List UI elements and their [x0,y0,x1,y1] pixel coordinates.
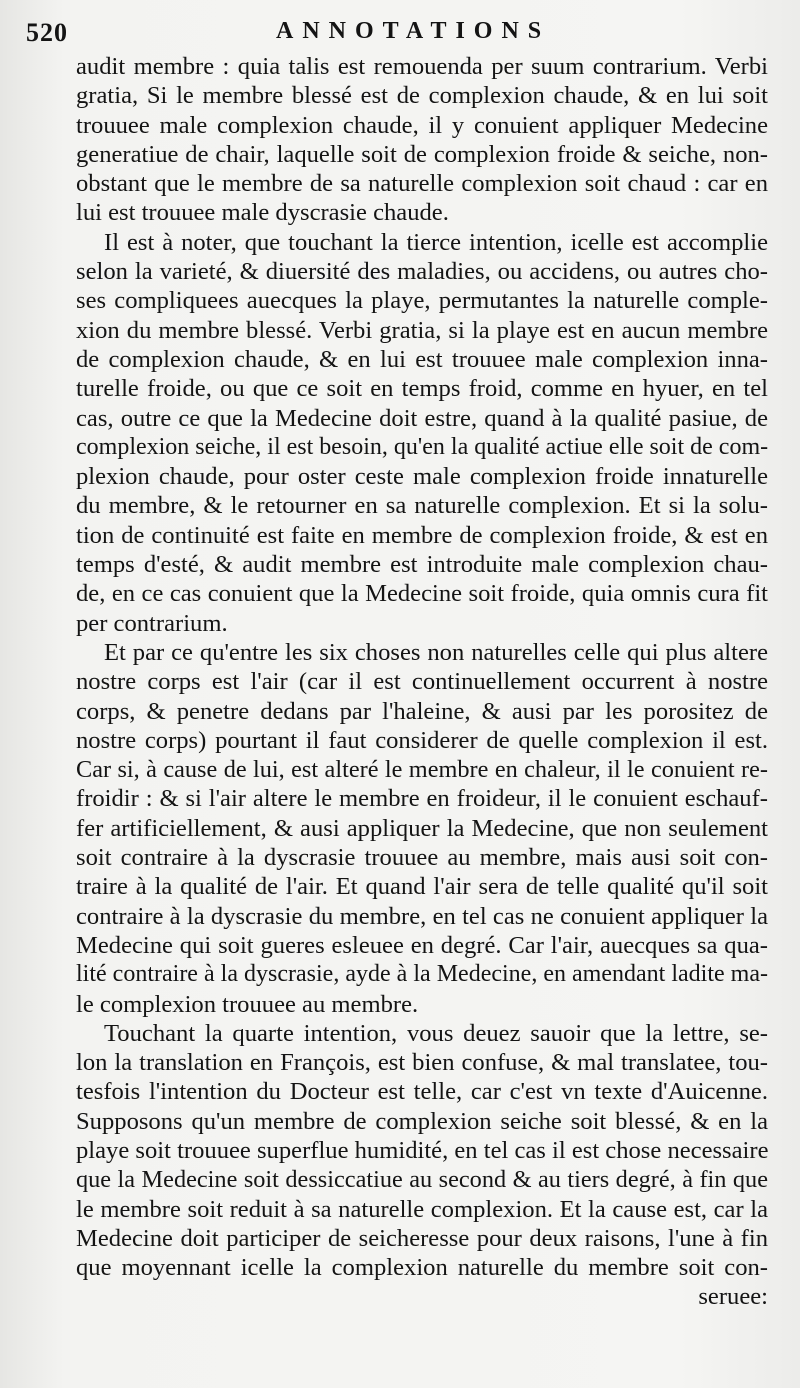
text-line: soit contraire à la dyscrasie trouuee au membre, mais ausi soit con- [76,844,768,872]
paragraph-start-line: Il est à noter, que touchant la tierce intention, icelle est accomplie [104,228,768,256]
text-line: generatiue de chair, laquelle soit de complexion froide & seiche, non- [76,140,768,168]
text-line: le membre soit reduit à sa naturelle complexion. Et la cause est, car la [76,1195,768,1223]
text-line: xion du membre blessé. Verbi gratia, si la playe est en aucun membre [76,316,768,344]
running-head [26,16,770,50]
text-line: ses compliquees auecques la playe, permutantes la naturelle comple- [76,287,768,315]
text-line: plexion chaude, pour oster ceste male complexion froide innaturelle [76,463,768,491]
text-line: playe soit trouuee superflue humidité, en tel cas il est chose necessaire [76,1136,769,1164]
page-number: 520 [26,18,68,47]
text-line: Medecine qui soit gueres esleuee en degré. Car l'air, auecques sa qua- [76,931,768,959]
text-line: complexion seiche, il est besoin, qu'en la qualité actiue elle soit de com- [76,433,769,460]
text-line: turelle froide, ou que ce soit en temps froid, comme en hyuer, en tel [76,375,768,403]
text-line: lui est trouuee male dyscrasie chaude. [76,199,449,227]
text-line: per contrarium. [76,609,228,637]
catchword: seruee: [698,1283,768,1311]
text-line: cas, outre ce que la Medecine doit estre, quand à la qualité pasiue, de [76,404,768,432]
paragraph-start-line: Touchant la quarte intention, vous deuez sauoir que la lettre, se- [104,1019,768,1047]
text-line: Supposons qu'un membre de complexion seiche soit blessé, & en la [76,1107,768,1135]
text-line: nostre corps) pourtant il faut considerer de quelle complexion il est. [76,726,768,754]
text-line: fer artificiellement, & ausi appliquer la Medecine, que non seulement [76,814,768,842]
text-line: tesfois l'intention du Docteur est telle, car c'est vn texte d'Auicenne. [76,1078,768,1106]
text-line: Medecine doit participer de seicheresse pour deux raisons, l'une à fin [76,1224,768,1252]
text-line: selon la varieté, & diuersité des maladies, ou accidens, ou autres cho- [76,258,768,286]
text-line: lon la translation en François, est bien confuse, & mal translatee, tou- [76,1049,768,1077]
text-line: de, en ce cas conuient que la Medecine soit froide, quia omnis cura fit [76,580,768,608]
text-line: de complexion chaude, & en lui est trouuee male complexion inna- [76,345,768,373]
text-line: contraire à la dyscrasie du membre, en tel cas ne conuient appliquer la [76,902,768,930]
text-line: du membre, & le retourner en sa naturelle complexion. Et si la solu- [76,492,768,520]
text-line: tion de continuité est faite en membre de complexion froide, & est en [76,521,768,549]
paragraph-start-line: Et par ce qu'entre les six choses non naturelles celle qui plus altere [104,638,768,666]
running-title: ANNOTATIONS [276,18,551,44]
text-line: obstant que le membre de sa naturelle complexion soit chaud : car en [76,170,768,198]
body-text [76,52,768,1312]
text-line: traire à la qualité de l'air. Et quand l'air sera de telle qualité qu'il soit [76,873,768,901]
text-line: nostre corps est l'air (car il est continuellement occurrent à nostre [76,668,768,696]
text-line: audit membre : quia talis est remouenda per suum contrarium. Verbi [76,53,768,80]
text-line: que moyennant icelle la complexion naturelle du membre soit con- [76,1254,768,1282]
text-line: Car si, à cause de lui, est alteré le membre en chaleur, il le conuient re- [76,756,768,784]
text-line: le complexion trouuee au membre. [76,990,419,1018]
text-line: que la Medecine soit dessiccatiue au second & au tiers degré, à fin que [76,1166,768,1194]
text-line: lité contraire à la dyscrasie, ayde à la Medecine, en amendant ladite ma- [76,961,768,988]
text-line: gratia, Si le membre blessé est de complexion chaude, & en lui soit [76,82,768,110]
text-line: temps d'esté, & audit membre est introduite male complexion chau- [76,551,768,579]
text-line: trouuee male complexion chaude, il y conuient appliquer Medecine [76,111,768,139]
text-line: corps, & penetre dedans par l'haleine, & ausi par les porositez de [76,697,768,725]
text-line: froidir : & si l'air altere le membre en froideur, il le conuient eschauf- [76,785,768,813]
